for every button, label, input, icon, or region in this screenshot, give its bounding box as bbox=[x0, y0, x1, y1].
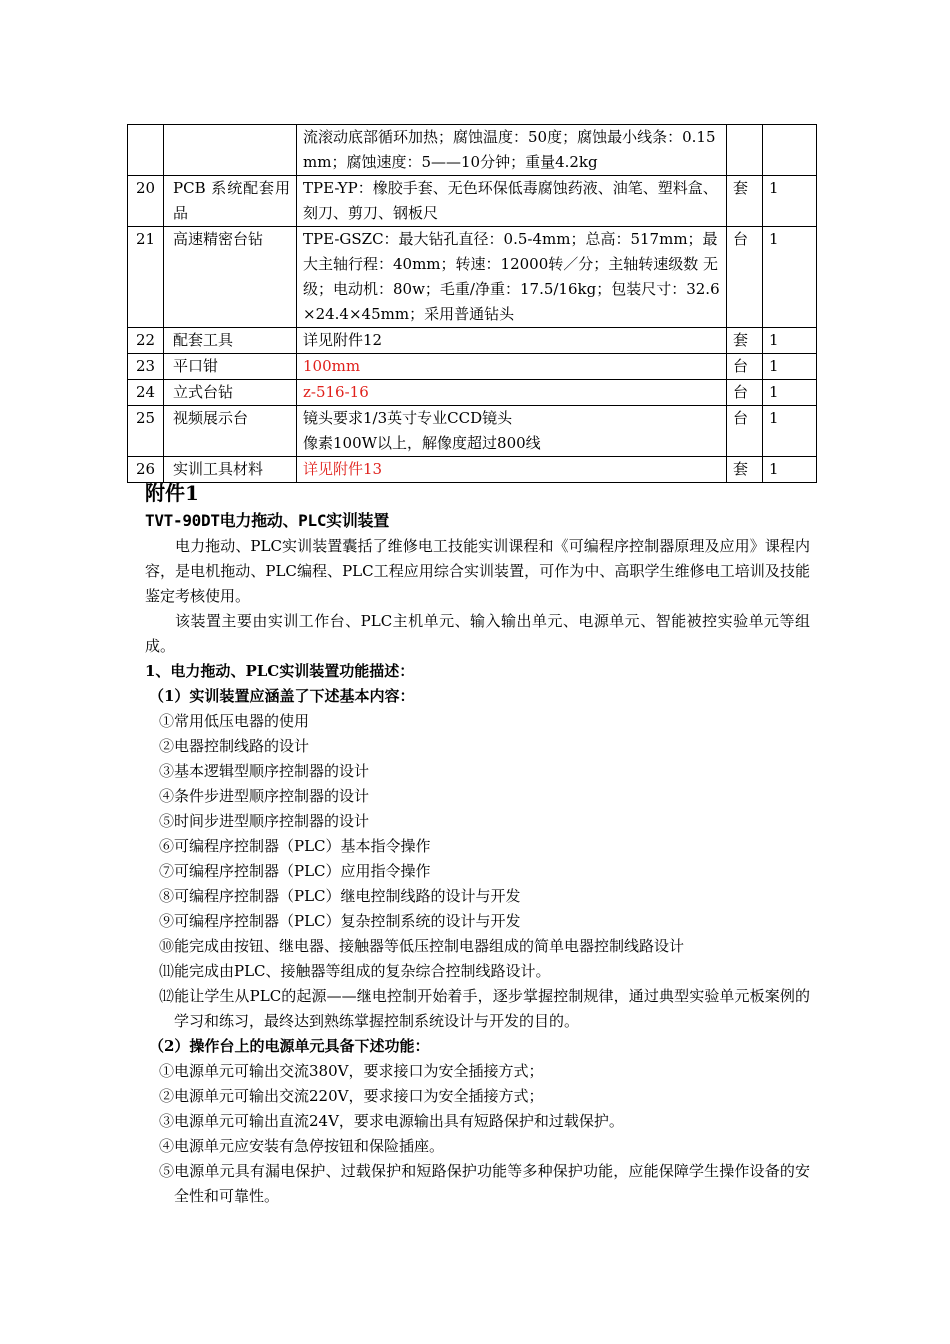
list-item: ⑿能让学生从PLC的起源——继电控制开始着手，逐步掌握控制规律，通过典型实验单元板案例的学习和练习，最终达到熟练掌握控制系统设计与开发的目的。 bbox=[159, 987, 810, 1030]
item-name bbox=[164, 125, 297, 176]
item-name: 实训工具材料 bbox=[164, 457, 297, 483]
row-number: 24 bbox=[128, 380, 164, 406]
list-item: ④条件步进型顺序控制器的设计 bbox=[159, 787, 370, 805]
item-unit: 套 bbox=[727, 328, 763, 354]
table-row bbox=[128, 176, 817, 227]
equipment-spec-table-body bbox=[128, 125, 817, 483]
item-spec: 详见附件12 bbox=[297, 328, 727, 354]
power-function-list bbox=[145, 1059, 810, 1209]
list-item: ⑨可编程序控制器（PLC）复杂控制系统的设计与开发 bbox=[159, 912, 521, 930]
item-name: 高速精密台钻 bbox=[164, 227, 297, 328]
item-name: 立式台钻 bbox=[164, 380, 297, 406]
list-item: ③电源单元可输出直流24V，要求电源输出具有短路保护和过载保护。 bbox=[159, 1112, 624, 1130]
content-list bbox=[145, 709, 810, 1034]
item-spec: 镜头要求1/3英寸专业CCD镜头 像素100W以上，解像度超过800线 bbox=[297, 406, 727, 457]
table-row bbox=[128, 354, 817, 380]
annex-title: 附件1 bbox=[145, 481, 199, 505]
item-unit: 台 bbox=[727, 380, 763, 406]
item-unit: 套 bbox=[727, 176, 763, 227]
item-spec: 详见附件13 bbox=[297, 457, 727, 483]
table-row bbox=[128, 406, 817, 457]
item-unit: 台 bbox=[727, 406, 763, 457]
item-qty: 1 bbox=[763, 176, 817, 227]
list-item: ⑥可编程序控制器（PLC）基本指令操作 bbox=[159, 837, 431, 855]
item-unit: 套 bbox=[727, 457, 763, 483]
list-item: ⑾能完成由PLC、接触器等组成的复杂综合控制线路设计。 bbox=[159, 962, 551, 980]
row-number bbox=[128, 125, 164, 176]
item-name: 平口钳 bbox=[164, 354, 297, 380]
item-qty: 1 bbox=[763, 227, 817, 328]
row-number: 20 bbox=[128, 176, 164, 227]
row-number: 23 bbox=[128, 354, 164, 380]
item-qty: 1 bbox=[763, 406, 817, 457]
table-row bbox=[128, 227, 817, 328]
item-unit: 台 bbox=[727, 227, 763, 328]
item-qty: 1 bbox=[763, 380, 817, 406]
list-item: ⑤电源单元具有漏电保护、过载保护和短路保护功能等多种保护功能，应能保障学生操作设备的安全性和可靠性。 bbox=[159, 1162, 810, 1205]
intro-paragraph: 电力拖动、PLC实训装置囊括了维修电工技能实训课程和《可编程序控制器原理及应用》课程内容，是电机拖动、PLC编程、PLC工程应用综合实训装置，可作为中、高职学生维修电工培训及技能鉴定考核使用。 bbox=[145, 537, 810, 605]
item-unit bbox=[727, 125, 763, 176]
item-name: PCB 系统配套用品 bbox=[164, 176, 297, 227]
list-item: ③基本逻辑型顺序控制器的设计 bbox=[159, 762, 370, 780]
item-unit: 台 bbox=[727, 354, 763, 380]
list-item: ⑩能完成由按钮、继电器、接触器等低压控制电器组成的简单电器控制线路设计 bbox=[159, 937, 685, 955]
list-item: ②电源单元可输出交流220V，要求接口为安全插接方式； bbox=[159, 1087, 544, 1105]
annex-document bbox=[145, 478, 810, 1209]
item-spec: z-516-16 bbox=[297, 380, 727, 406]
table-row bbox=[128, 328, 817, 354]
item-spec: 流滚动底部循环加热；腐蚀温度：50度；腐蚀最小线条：0.15mm；腐蚀速度：5——10分钟；重量4.2kg bbox=[297, 125, 727, 176]
subsection-heading-power: （2）操作台上的电源单元具备下述功能： bbox=[149, 1037, 430, 1055]
item-qty bbox=[763, 125, 817, 176]
item-qty: 1 bbox=[763, 457, 817, 483]
item-qty: 1 bbox=[763, 354, 817, 380]
item-name: 视频展示台 bbox=[164, 406, 297, 457]
row-number: 21 bbox=[128, 227, 164, 328]
list-item: ①电源单元可输出交流380V，要求接口为安全插接方式； bbox=[159, 1062, 544, 1080]
item-spec: TPE-YP：橡胶手套、无色环保低毒腐蚀药液、油笔、塑料盒、刻刀、剪刀、钢板尺 bbox=[297, 176, 727, 227]
equipment-spec-table bbox=[127, 124, 817, 483]
item-qty: 1 bbox=[763, 328, 817, 354]
table-row bbox=[128, 125, 817, 176]
row-number: 22 bbox=[128, 328, 164, 354]
item-spec: 100mm bbox=[297, 354, 727, 380]
list-item: ⑦可编程序控制器（PLC）应用指令操作 bbox=[159, 862, 431, 880]
composition-paragraph: 该装置主要由实训工作台、PLC主机单元、输入输出单元、电源单元、智能被控实验单元等组成。 bbox=[145, 612, 810, 655]
product-title: TVT-90DT电力拖动、PLC实训装置 bbox=[145, 511, 389, 530]
list-item: ④电源单元应安装有急停按钮和保险插座。 bbox=[159, 1137, 445, 1155]
row-number: 26 bbox=[128, 457, 164, 483]
list-item: ②电器控制线路的设计 bbox=[159, 737, 310, 755]
item-name: 配套工具 bbox=[164, 328, 297, 354]
item-spec: TPE-GSZC：最大钻孔直径：0.5-4mm；总高：517mm；最大主轴行程：40mm；转速：12000转／分；主轴转速级数 无级；电动机：80w；毛重/净重：17.5/16kg；包装尺寸：32.6×24.4×45mm；采用普通钻头 bbox=[297, 227, 727, 328]
section-heading-function: 1、电力拖动、PLC实训装置功能描述： bbox=[145, 662, 415, 680]
table-row bbox=[128, 380, 817, 406]
row-number: 25 bbox=[128, 406, 164, 457]
subsection-heading-content: （1）实训装置应涵盖了下述基本内容： bbox=[149, 687, 415, 705]
list-item: ⑧可编程序控制器（PLC）继电控制线路的设计与开发 bbox=[159, 887, 521, 905]
list-item: ⑤时间步进型顺序控制器的设计 bbox=[159, 812, 370, 830]
list-item: ①常用低压电器的使用 bbox=[159, 712, 310, 730]
